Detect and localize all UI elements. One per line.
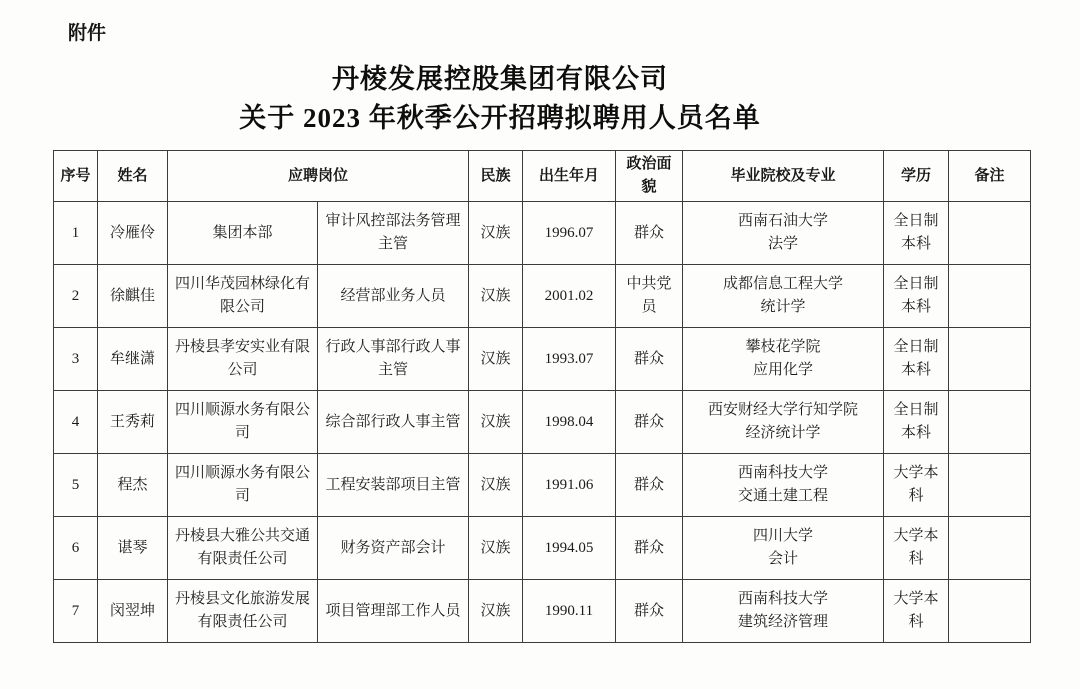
attachment-label: 附件 [68, 23, 107, 44]
cell-degree: 全日制本科 [884, 265, 949, 328]
header-remark: 备注 [949, 151, 1031, 202]
major-name: 经济统计学 [745, 425, 821, 441]
cell-school [683, 328, 884, 391]
cell-name: 谌琴 [98, 517, 168, 580]
table-row [54, 517, 1031, 580]
cell-birth: 1994.05 [523, 517, 616, 580]
school-name: 西南石油大学 [738, 213, 829, 229]
cell-unit: 四川顺源水务有限公司 [168, 454, 318, 517]
title-line-2: 关于 2023 年秋季公开招聘拟聘用人员名单 [239, 103, 761, 133]
cell-remark [949, 328, 1031, 391]
cell-unit: 丹棱县文化旅游发展有限责任公司 [168, 580, 318, 643]
header-index: 序号 [54, 151, 98, 202]
cell-ethnicity: 汉族 [469, 580, 523, 643]
cell-index: 2 [54, 265, 98, 328]
cell-political: 中共党员 [616, 265, 683, 328]
table-row [54, 454, 1031, 517]
table-row [54, 265, 1031, 328]
cell-degree: 全日制本科 [884, 202, 949, 265]
cell-unit: 四川华茂园林绿化有限公司 [168, 265, 318, 328]
cell-ethnicity: 汉族 [469, 202, 523, 265]
cell-school [683, 391, 884, 454]
cell-unit: 集团本部 [168, 202, 318, 265]
document-title [0, 60, 1000, 138]
cell-birth: 1990.11 [523, 580, 616, 643]
cell-remark [949, 202, 1031, 265]
cell-index: 3 [54, 328, 98, 391]
cell-index: 7 [54, 580, 98, 643]
cell-remark [949, 265, 1031, 328]
header-name: 姓名 [98, 151, 168, 202]
school-name: 成都信息工程大学 [723, 276, 844, 292]
cell-degree: 全日制本科 [884, 328, 949, 391]
cell-political: 群众 [616, 580, 683, 643]
major-name: 法学 [768, 236, 799, 252]
cell-unit: 丹棱县大雅公共交通有限责任公司 [168, 517, 318, 580]
cell-degree: 大学本科 [884, 454, 949, 517]
cell-political: 群众 [616, 328, 683, 391]
header-ethnicity: 民族 [469, 151, 523, 202]
cell-school [683, 202, 884, 265]
header-political: 政治面貌 [616, 151, 683, 202]
cell-index: 5 [54, 454, 98, 517]
cell-school [683, 517, 884, 580]
cell-birth: 2001.02 [523, 265, 616, 328]
cell-birth: 1991.06 [523, 454, 616, 517]
table-row [54, 202, 1031, 265]
cell-degree: 大学本科 [884, 580, 949, 643]
major-name: 交通土建工程 [738, 488, 829, 504]
table-row [54, 580, 1031, 643]
cell-school [683, 580, 884, 643]
cell-degree: 大学本科 [884, 517, 949, 580]
table-row [54, 328, 1031, 391]
cell-birth: 1993.07 [523, 328, 616, 391]
header-position: 应聘岗位 [168, 151, 469, 202]
cell-birth: 1998.04 [523, 391, 616, 454]
cell-ethnicity: 汉族 [469, 265, 523, 328]
cell-ethnicity: 汉族 [469, 454, 523, 517]
cell-political: 群众 [616, 202, 683, 265]
cell-post: 经营部业务人员 [318, 265, 469, 328]
cell-post: 综合部行政人事主管 [318, 391, 469, 454]
major-name: 建筑经济管理 [738, 614, 829, 630]
cell-index: 6 [54, 517, 98, 580]
cell-political: 群众 [616, 454, 683, 517]
header-degree: 学历 [884, 151, 949, 202]
cell-unit: 丹棱县孝安实业有限公司 [168, 328, 318, 391]
school-name: 西南科技大学 [738, 465, 829, 481]
roster-table [53, 150, 1031, 643]
cell-remark [949, 580, 1031, 643]
cell-school [683, 454, 884, 517]
cell-degree: 全日制本科 [884, 391, 949, 454]
school-name: 四川大学 [753, 528, 814, 544]
cell-remark [949, 391, 1031, 454]
major-name: 应用化学 [753, 362, 814, 378]
table-row [54, 391, 1031, 454]
cell-index: 4 [54, 391, 98, 454]
cell-name: 闵翌坤 [98, 580, 168, 643]
cell-ethnicity: 汉族 [469, 328, 523, 391]
header-school: 毕业院校及专业 [683, 151, 884, 202]
cell-school [683, 265, 884, 328]
cell-birth: 1996.07 [523, 202, 616, 265]
major-name: 统计学 [760, 299, 806, 315]
cell-ethnicity: 汉族 [469, 391, 523, 454]
cell-name: 冷雁伶 [98, 202, 168, 265]
cell-post: 财务资产部会计 [318, 517, 469, 580]
cell-remark [949, 517, 1031, 580]
cell-post: 审计风控部法务管理主管 [318, 202, 469, 265]
cell-post: 工程安装部项目主管 [318, 454, 469, 517]
header-birth: 出生年月 [523, 151, 616, 202]
title-line-1: 丹棱发展控股集团有限公司 [332, 64, 668, 94]
school-name: 西南科技大学 [738, 591, 829, 607]
cell-name: 徐麒佳 [98, 265, 168, 328]
cell-post: 行政人事部行政人事主管 [318, 328, 469, 391]
cell-index: 1 [54, 202, 98, 265]
major-name: 会计 [768, 551, 799, 567]
school-name: 西安财经大学行知学院 [708, 402, 859, 418]
cell-remark [949, 454, 1031, 517]
cell-political: 群众 [616, 517, 683, 580]
cell-name: 牟继潇 [98, 328, 168, 391]
cell-unit: 四川顺源水务有限公司 [168, 391, 318, 454]
cell-ethnicity: 汉族 [469, 517, 523, 580]
cell-political: 群众 [616, 391, 683, 454]
cell-post: 项目管理部工作人员 [318, 580, 469, 643]
table-header-row [54, 151, 1031, 202]
cell-name: 程杰 [98, 454, 168, 517]
school-name: 攀枝花学院 [745, 339, 821, 355]
cell-name: 王秀莉 [98, 391, 168, 454]
